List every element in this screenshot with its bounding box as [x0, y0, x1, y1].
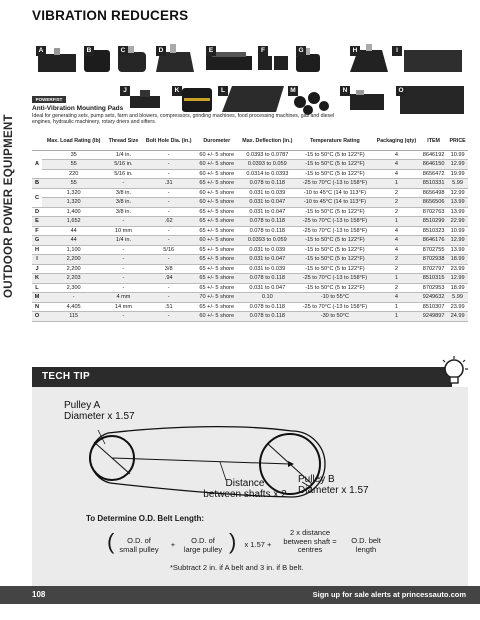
- table-cell: 13.99: [447, 198, 468, 208]
- group-letter: K: [32, 274, 42, 284]
- table-cell: -25 to 70°C (-13 to 158°F): [297, 302, 373, 312]
- table-cell: 65 +/- 5 shore: [196, 264, 238, 274]
- table-cell: 19.99: [447, 169, 468, 179]
- table-cell: -: [105, 264, 141, 274]
- table-cell: -: [142, 255, 196, 265]
- table-cell: 0.031 to 0.039: [238, 264, 297, 274]
- table-cell: -: [105, 255, 141, 265]
- table-cell: 0.078 to 0.118: [238, 179, 297, 189]
- table-cell: .31: [142, 179, 196, 189]
- header-cell: ITEM: [420, 132, 447, 150]
- table-cell: 1: [373, 312, 420, 322]
- table-row: [32, 198, 468, 208]
- term-distance: [277, 529, 343, 555]
- table-cell: 5.99: [447, 293, 468, 303]
- product-description: Ideal for generating sets, pump sets, farm and blowers, compressors, grinding machines, food processing machines, gas and diesel engines, hydraulic machinery, rotary driers and sifters.: [32, 113, 335, 126]
- table-cell: -: [142, 160, 196, 170]
- table-cell: 0.078 to 0.118: [238, 274, 297, 284]
- table-cell: -15 to 50°C (5 to 122°F): [297, 207, 373, 217]
- group-letter: E: [32, 217, 42, 227]
- table-cell: 70 +/- 5 shore: [196, 293, 238, 303]
- table-cell: 3/8 in.: [105, 198, 141, 208]
- table-cell: -15 to 50°C (5 to 122°F): [297, 236, 373, 246]
- table-cell: 60 +/- 5 shore: [196, 312, 238, 322]
- table-cell: 8510315: [420, 274, 447, 284]
- table-cell: 1: [373, 274, 420, 284]
- result-line1: O.D. belt: [351, 536, 381, 545]
- distance-name: Distance: [225, 478, 265, 489]
- table-cell: 4: [373, 245, 420, 255]
- photo-tag-h: H: [350, 46, 360, 56]
- product-subtitle: Anti-Vibration Mounting Pads: [32, 105, 124, 112]
- group-letter: L: [32, 283, 42, 293]
- table-cell: -: [142, 207, 196, 217]
- table-cell: 8702755: [420, 245, 447, 255]
- table-cell: 4: [373, 226, 420, 236]
- group-letter: N: [32, 302, 42, 312]
- table-cell: 8702953: [420, 283, 447, 293]
- table-cell: 1: [373, 179, 420, 189]
- group-letter: M: [32, 293, 42, 303]
- table-cell: -: [142, 188, 196, 198]
- table-cell: 2: [373, 198, 420, 208]
- table-cell: 4: [373, 150, 420, 160]
- table-cell: 13.99: [447, 245, 468, 255]
- table-cell: 22.99: [447, 217, 468, 227]
- group-letter: D: [32, 207, 42, 217]
- table-cell: 2: [373, 255, 420, 265]
- table-cell: 0.078 to 0.118: [238, 217, 297, 227]
- table-cell: -: [142, 293, 196, 303]
- table-cell: 2: [373, 264, 420, 274]
- table-cell: -15 to 50°C (5 to 122°F): [297, 245, 373, 255]
- plus-sign: +: [170, 540, 176, 549]
- table-cell: 0.0314 to 0.0393: [238, 169, 297, 179]
- table-row: [32, 188, 468, 198]
- table-cell: 1/4 in.: [105, 150, 141, 160]
- table-cell: 14 mm: [105, 302, 141, 312]
- table-cell: 65 +/- 5 shore: [196, 207, 238, 217]
- table-row: [32, 179, 468, 189]
- table-cell: -25 to 70°C (-13 to 158°F): [297, 179, 373, 189]
- group-letter: I: [32, 255, 42, 265]
- photo-tag-d: D: [156, 46, 166, 56]
- term-large-pulley-line2: large pulley: [183, 544, 223, 554]
- table-cell: -15 to 50°C (5 to 122°F): [297, 264, 373, 274]
- term-distance-line2: between shaft =: [283, 536, 337, 546]
- term-large-pulley-line1: O.D. of: [191, 536, 215, 545]
- table-header-row: [32, 132, 468, 150]
- table-cell: 55: [42, 160, 105, 170]
- photo-tag-e: E: [206, 46, 216, 56]
- table-cell: -: [142, 312, 196, 322]
- table-row: [32, 302, 468, 312]
- header-cell: PRICE: [447, 132, 468, 150]
- table-cell: 3/8 in.: [105, 207, 141, 217]
- result-line2: length: [355, 544, 377, 554]
- table-row: [32, 160, 468, 170]
- table-cell: 1,652: [42, 217, 105, 227]
- distance-formula: between shafts x 2: [203, 489, 287, 500]
- table-cell: 9249632: [420, 293, 447, 303]
- page-number: 108: [32, 590, 46, 599]
- photo-tag-f: F: [258, 46, 268, 56]
- table-cell: 10.99: [447, 226, 468, 236]
- table-cell: 2,203: [42, 274, 105, 284]
- table-cell: 24.99: [447, 312, 468, 322]
- pulley-a-label: [64, 400, 135, 422]
- term-small-pulley-line2: small pulley: [119, 544, 159, 554]
- table-cell: 12.99: [447, 236, 468, 246]
- table-cell: .94: [142, 274, 196, 284]
- header-cell: Max. Load Rating (lb): [42, 132, 105, 150]
- product-photo-m: [294, 92, 329, 115]
- tech-tip-header: [32, 367, 452, 387]
- table-row: [32, 255, 468, 265]
- table-cell: 60 +/- 5 shore: [196, 169, 238, 179]
- table-row: [32, 217, 468, 227]
- table-cell: 0.031 to 0.047: [238, 255, 297, 265]
- table-cell: .62: [142, 217, 196, 227]
- table-cell: 0.10: [238, 293, 297, 303]
- table-cell: 0.078 to 0.118: [238, 312, 297, 322]
- table-cell: 8702797: [420, 264, 447, 274]
- photo-tag-o: O: [396, 86, 406, 96]
- table-cell: 65 +/- 5 shore: [196, 226, 238, 236]
- term-distance-line1: 2 x distance: [289, 528, 331, 537]
- table-cell: -: [142, 169, 196, 179]
- product-photo-j: [130, 90, 160, 108]
- header-cell: Temperature Rating: [297, 132, 373, 150]
- table-cell: 10.99: [447, 150, 468, 160]
- table-cell: 60 +/- 5 shore: [196, 160, 238, 170]
- term-small-pulley-line1: O.D. of: [127, 536, 151, 545]
- table-cell: 8510331: [420, 179, 447, 189]
- pulley-b-label: [298, 474, 369, 496]
- table-cell: 2,200: [42, 255, 105, 265]
- table-cell: 1,100: [42, 245, 105, 255]
- table-cell: 8510307: [420, 302, 447, 312]
- table-row: [32, 312, 468, 322]
- table-row: [32, 150, 468, 160]
- table-cell: -: [105, 274, 141, 284]
- paren-close: ): [229, 529, 237, 554]
- table-cell: 60 +/- 5 shore: [196, 198, 238, 208]
- table-cell: 12.99: [447, 274, 468, 284]
- table-cell: 5.99: [447, 179, 468, 189]
- table-cell: 60 +/- 5 shore: [196, 188, 238, 198]
- table-cell: 8656498: [420, 188, 447, 198]
- table-cell: 65 +/- 5 shore: [196, 245, 238, 255]
- photo-tag-m: M: [288, 86, 298, 96]
- product-photo-l: [222, 86, 284, 112]
- table-cell: 9249897: [420, 312, 447, 322]
- table-cell: -15 to 50°C (5 to 122°F): [297, 169, 373, 179]
- table-cell: 0.0393 to 0.059: [238, 160, 297, 170]
- table-cell: -15 to 50°C (5 to 122°F): [297, 150, 373, 160]
- table-cell: -: [42, 293, 105, 303]
- table-cell: -25 to 70°C (-13 to 158°F): [297, 274, 373, 284]
- table-cell: -: [105, 245, 141, 255]
- table-cell: 12.99: [447, 188, 468, 198]
- table-row: [32, 169, 468, 179]
- table-cell: 44: [42, 226, 105, 236]
- table-cell: 4,405: [42, 302, 105, 312]
- section-sidebar: [0, 114, 22, 298]
- table-cell: -: [142, 150, 196, 160]
- sidebar-label: OUTDOOR POWER EQUIPMENT: [3, 114, 15, 298]
- table-cell: 65 +/- 5 shore: [196, 302, 238, 312]
- table-cell: 8656506: [420, 198, 447, 208]
- tech-tip-title: TECH TIP: [42, 371, 90, 382]
- pulley-a-formula: Diameter x 1.57: [64, 411, 135, 422]
- photo-tag-g: G: [296, 46, 306, 56]
- table-cell: 0.031 to 0.047: [238, 283, 297, 293]
- table-row: [32, 207, 468, 217]
- table-cell: 12.99: [447, 160, 468, 170]
- table-cell: -: [105, 217, 141, 227]
- table-cell: 5/16 in.: [105, 169, 141, 179]
- table-cell: 8510299: [420, 217, 447, 227]
- table-cell: 8702763: [420, 207, 447, 217]
- pulley-a-name: Pulley A: [64, 400, 101, 411]
- table-cell: 2: [373, 283, 420, 293]
- table-cell: 65 +/- 5 shore: [196, 217, 238, 227]
- table-cell: -10 to 45°C (14 to 113°F): [297, 198, 373, 208]
- table-cell: 0.031 to 0.047: [238, 207, 297, 217]
- photo-tag-k: K: [172, 86, 182, 96]
- table-cell: 3/8: [142, 264, 196, 274]
- table-cell: 8702938: [420, 255, 447, 265]
- table-cell: 18.99: [447, 283, 468, 293]
- header-cell: Durometer: [196, 132, 238, 150]
- photo-tag-l: L: [218, 86, 228, 96]
- table-cell: 1,320: [42, 188, 105, 198]
- distance-label: [190, 478, 300, 500]
- table-cell: -30 to 50°C: [297, 312, 373, 322]
- table-row: [32, 245, 468, 255]
- table-cell: 0.031 to 0.039: [238, 188, 297, 198]
- group-letter: G: [32, 236, 42, 246]
- table-cell: 23.99: [447, 264, 468, 274]
- table-cell: 2,200: [42, 264, 105, 274]
- table-cell: 0.031 to 0.039: [238, 245, 297, 255]
- formula-note: *Subtract 2 in. if A belt and 3 in. if B belt.: [170, 563, 304, 572]
- header-group: [32, 132, 42, 150]
- table-cell: 1,400: [42, 207, 105, 217]
- table-row: [32, 226, 468, 236]
- table-cell: 0.0393 to 0.059: [238, 236, 297, 246]
- table-cell: 2,300: [42, 283, 105, 293]
- pulley-b-name: Pulley B: [298, 474, 335, 485]
- term-large-pulley: [175, 537, 231, 554]
- table-cell: 60 +/- 5 shore: [196, 150, 238, 160]
- page-footer: [0, 586, 480, 604]
- header-cell: Packaging (qty): [373, 132, 420, 150]
- table-row: [32, 283, 468, 293]
- belt-length-formula: [93, 527, 393, 561]
- product-photo-k: [182, 88, 212, 112]
- page-title: VIBRATION REDUCERS: [32, 8, 189, 23]
- table-cell: 1,320: [42, 198, 105, 208]
- table-cell: 8646176: [420, 236, 447, 246]
- table-cell: -10 to 45°C (14 to 113°F): [297, 188, 373, 198]
- product-photo-i: [404, 50, 462, 72]
- group-letter: J: [32, 264, 42, 274]
- group-letter: O: [32, 312, 42, 322]
- table-cell: 13.99: [447, 207, 468, 217]
- table-cell: 0.078 to 0.118: [238, 226, 297, 236]
- table-cell: 4: [373, 236, 420, 246]
- table-cell: -: [142, 283, 196, 293]
- table-cell: 4 mm: [105, 293, 141, 303]
- table-cell: 220: [42, 169, 105, 179]
- table-cell: -25 to 70°C (-13 to 158°F): [297, 217, 373, 227]
- table-cell: 8646192: [420, 150, 447, 160]
- table-cell: 4: [373, 160, 420, 170]
- group-letter: F: [32, 226, 42, 236]
- table-cell: 65 +/- 5 shore: [196, 283, 238, 293]
- header-cell: Max. Deflection (in.): [238, 132, 297, 150]
- photo-tag-c: C: [118, 46, 128, 56]
- table-cell: -: [105, 283, 141, 293]
- formula-title: To Determine O.D. Belt Length:: [86, 514, 205, 523]
- term-distance-line3: centres: [297, 545, 323, 554]
- table-row: [32, 264, 468, 274]
- table-cell: 65 +/- 5 shore: [196, 255, 238, 265]
- table-cell: 2: [373, 188, 420, 198]
- table-cell: -25 to 70°C (-13 to 158°F): [297, 226, 373, 236]
- table-cell: 8656472: [420, 169, 447, 179]
- table-cell: -: [142, 226, 196, 236]
- table-cell: -: [105, 312, 141, 322]
- table-cell: -15 to 50°C (5 to 122°F): [297, 283, 373, 293]
- table-row: [32, 236, 468, 246]
- group-letter: H: [32, 245, 42, 255]
- group-letter: A: [32, 150, 42, 179]
- table-cell: -: [142, 236, 196, 246]
- group-letter: B: [32, 179, 42, 189]
- table-cell: 23.99: [447, 302, 468, 312]
- multiplier: x 1.57 +: [244, 540, 272, 549]
- table-cell: 4: [373, 169, 420, 179]
- table-cell: 65 +/- 5 shore: [196, 274, 238, 284]
- term-small-pulley: [109, 537, 169, 554]
- pulley-b-formula: Diameter x 1.57: [298, 485, 369, 496]
- table-row: [32, 274, 468, 284]
- table-cell: 10 mm: [105, 226, 141, 236]
- table-cell: -15 to 50°C (5 to 122°F): [297, 255, 373, 265]
- product-photo-n: [350, 90, 384, 110]
- group-letter: C: [32, 188, 42, 207]
- table-cell: 2: [373, 207, 420, 217]
- table-cell: -: [105, 179, 141, 189]
- brand-logo: POWERFIST: [32, 96, 66, 103]
- table-cell: 5/16 in.: [105, 160, 141, 170]
- table-cell: 18.99: [447, 255, 468, 265]
- paren-open: (: [107, 529, 115, 554]
- table-cell: 1: [373, 302, 420, 312]
- table-cell: .51: [142, 302, 196, 312]
- product-photo-o: [400, 86, 464, 114]
- table-cell: 35: [42, 150, 105, 160]
- table-cell: 60 +/- 5 shore: [196, 236, 238, 246]
- table-row: [32, 293, 468, 303]
- table-cell: 4: [373, 293, 420, 303]
- table-cell: 1: [373, 217, 420, 227]
- footer-promo: Sign up for sale alerts at princessauto.com: [312, 590, 466, 599]
- table-cell: 0.031 to 0.047: [238, 198, 297, 208]
- header-cell: Bolt Hole Dia. (in.): [142, 132, 196, 150]
- table-cell: 8646150: [420, 160, 447, 170]
- photo-tag-j: J: [120, 86, 130, 96]
- table-cell: -10 to 55°C: [297, 293, 373, 303]
- photo-tag-b: B: [84, 46, 94, 56]
- table-cell: 0.0393 to 0.0787: [238, 150, 297, 160]
- table-cell: 8510323: [420, 226, 447, 236]
- spec-table: [32, 132, 468, 322]
- table-cell: 55: [42, 179, 105, 189]
- photo-tag-i: I: [392, 46, 402, 56]
- photo-tag-n: N: [340, 86, 350, 96]
- result-belt-length: [343, 537, 389, 554]
- table-cell: -15 to 50°C (5 to 122°F): [297, 160, 373, 170]
- photo-tag-a: A: [36, 46, 46, 56]
- table-cell: 3/8 in.: [105, 188, 141, 198]
- table-cell: 5/16: [142, 245, 196, 255]
- table-cell: 1/4 in.: [105, 236, 141, 246]
- table-cell: 0.078 to 0.118: [238, 302, 297, 312]
- table-cell: 44: [42, 236, 105, 246]
- table-cell: 115: [42, 312, 105, 322]
- header-cell: Thread Size: [105, 132, 141, 150]
- table-cell: -: [142, 198, 196, 208]
- lightbulb-icon: [440, 355, 468, 389]
- table-cell: 65 +/- 5 shore: [196, 179, 238, 189]
